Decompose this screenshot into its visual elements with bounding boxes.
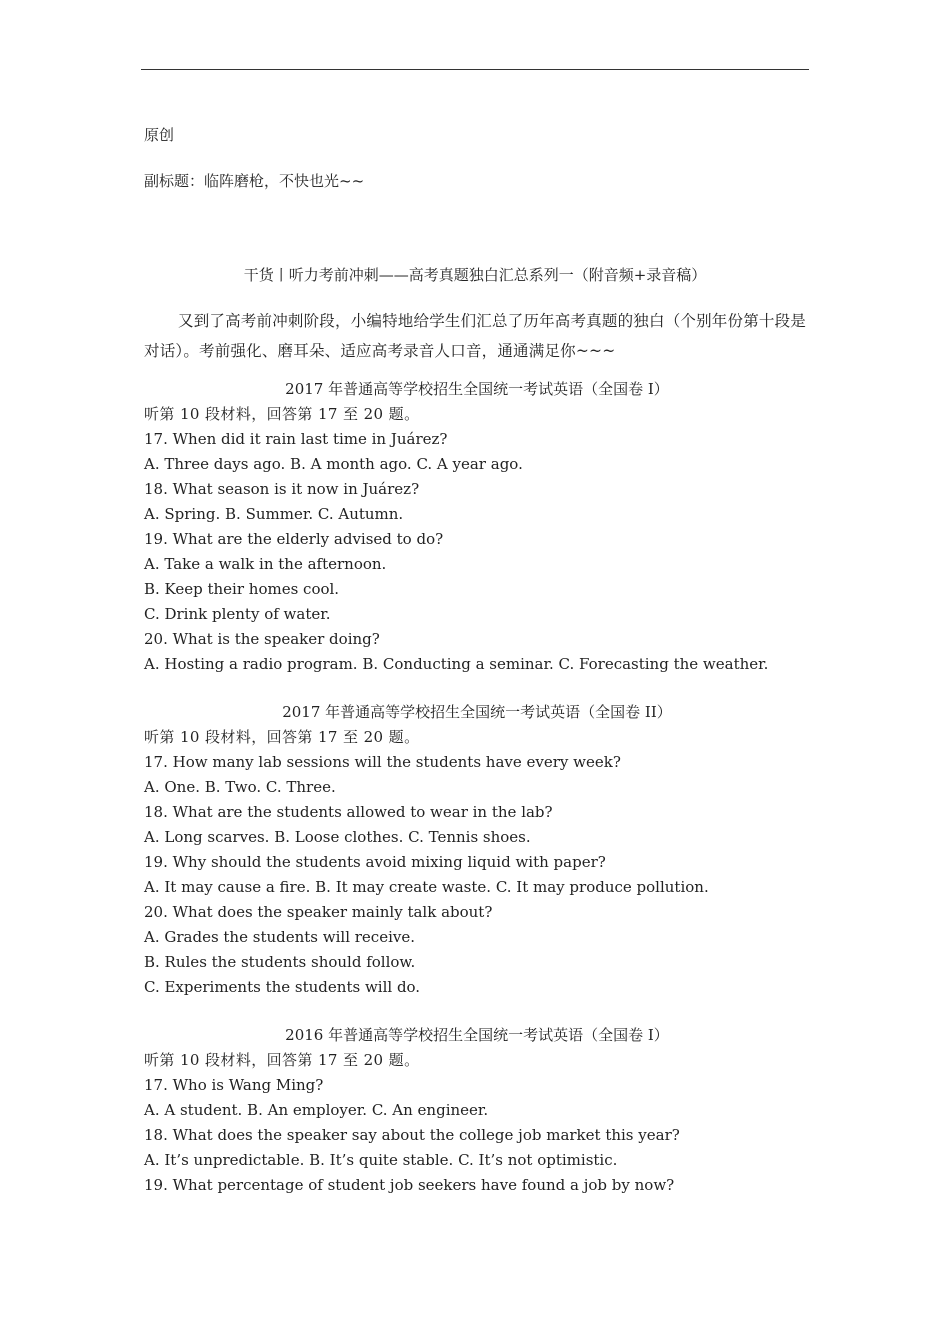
question-line: B. Rules the students should follow. bbox=[144, 953, 416, 971]
question-line: 19. What percentage of student job seekers have found a job by now? bbox=[144, 1176, 675, 1194]
question-line: 17. When did it rain last time in Juárez? bbox=[144, 430, 448, 448]
question-line: 17. How many lab sessions will the students have every week? bbox=[144, 753, 621, 771]
question-line: A. It may cause a fire. B. It may create waste. C. It may produce pollution. bbox=[144, 878, 709, 896]
exam-section bbox=[144, 1022, 810, 1198]
question-line: A. Long scarves. B. Loose clothes. C. Tennis shoes. bbox=[144, 828, 531, 846]
section-title: 2017 年普通高等学校招生全国统一考试英语（全国卷 I） bbox=[285, 380, 669, 398]
document-body bbox=[144, 120, 810, 1198]
question-line: A. It’s unpredictable. B. It’s quite stable. C. It’s not optimistic. bbox=[144, 1151, 618, 1169]
question-line: A. Take a walk in the afternoon. bbox=[144, 555, 387, 573]
document-title: 干货丨听力考前冲刺——高考真题独白汇总系列一（附音频+录音稿） bbox=[243, 266, 707, 284]
original-label: 原创 bbox=[144, 126, 175, 144]
question-line: 20. What does the speaker mainly talk about? bbox=[144, 903, 493, 921]
exam-section bbox=[144, 376, 810, 677]
question-line: A. A student. B. An employer. C. An engineer. bbox=[144, 1101, 489, 1119]
section-instruction: 听第 10 段材料，回答第 17 至 20 题。 bbox=[144, 1051, 420, 1069]
exam-section bbox=[144, 699, 810, 1000]
question-line: A. Three days ago. B. A month ago. C. A year ago. bbox=[144, 455, 523, 473]
section-instruction: 听第 10 段材料，回答第 17 至 20 题。 bbox=[144, 728, 420, 746]
sections-container bbox=[144, 376, 810, 1198]
section-title: 2016 年普通高等学校招生全国统一考试英语（全国卷 I） bbox=[285, 1026, 669, 1044]
question-line: C. Drink plenty of water. bbox=[144, 605, 331, 623]
question-line: 19. Why should the students avoid mixing liquid with paper? bbox=[144, 853, 606, 871]
question-line: 19. What are the elderly advised to do? bbox=[144, 530, 444, 548]
intro-paragraph: 又到了高考前冲刺阶段，小编特地给学生们汇总了历年高考真题的独白（个别年份第十段是对话）。考前强化、磨耳朵、适应高考录音人口音，通通满足你~~~ bbox=[144, 312, 807, 360]
question-line: C. Experiments the students will do. bbox=[144, 978, 421, 996]
question-line: 20. What is the speaker doing? bbox=[144, 630, 380, 648]
question-line: A. Grades the students will receive. bbox=[144, 928, 416, 946]
subtitle: 副标题：临阵磨枪，不快也光~~ bbox=[144, 172, 365, 190]
question-line: 18. What does the speaker say about the college job market this year? bbox=[144, 1126, 680, 1144]
section-title: 2017 年普通高等学校招生全国统一考试英语（全国卷 II） bbox=[282, 703, 672, 721]
section-instruction: 听第 10 段材料，回答第 17 至 20 题。 bbox=[144, 405, 420, 423]
header-rule bbox=[141, 69, 809, 70]
question-line: A. Hosting a radio program. B. Conducting a seminar. C. Forecasting the weather. bbox=[144, 655, 769, 673]
question-line: 17. Who is Wang Ming? bbox=[144, 1076, 324, 1094]
question-line: 18. What are the students allowed to wear in the lab? bbox=[144, 803, 553, 821]
question-line: A. Spring. B. Summer. C. Autumn. bbox=[144, 505, 404, 523]
question-line: B. Keep their homes cool. bbox=[144, 580, 340, 598]
question-line: A. One. B. Two. C. Three. bbox=[144, 778, 336, 796]
question-line: 18. What season is it now in Juárez? bbox=[144, 480, 420, 498]
